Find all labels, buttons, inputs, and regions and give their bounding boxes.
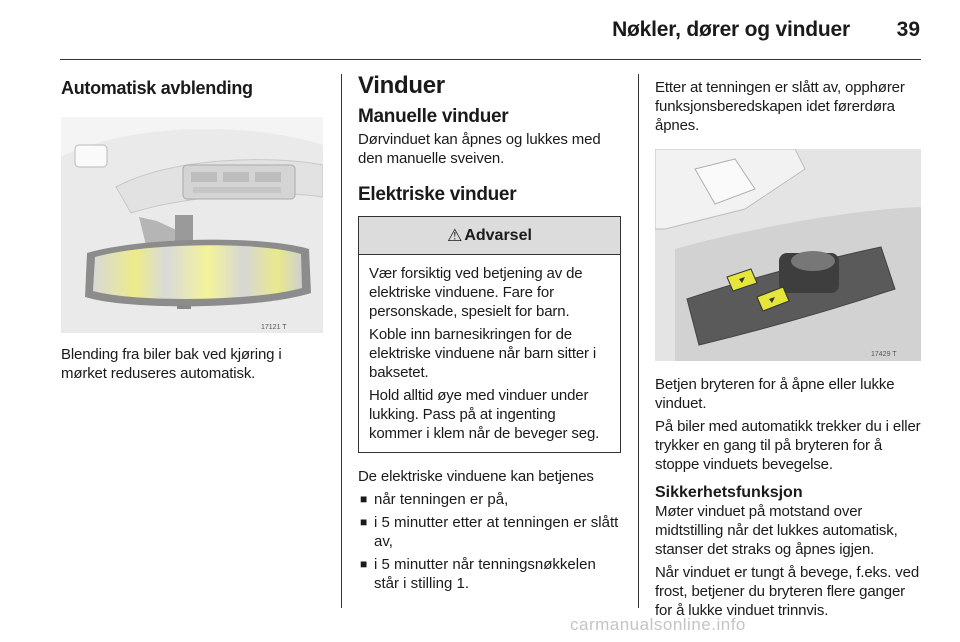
text-operate-switch: Betjen bryteren for å åpne eller lukke vinduet. [655,376,895,412]
caption-auto-dimming: Blending fra biler bak ved kjøring i mørket reduseres automatisk. [61,346,282,382]
bullet-square-icon: ■ [360,557,368,571]
warning-triangle-icon: ⚠ [447,225,463,245]
list-item: ■ i 5 minutter etter at tenningen er slått av, [360,514,619,550]
operating-conditions-list [358,490,621,593]
page-number: 39 [896,18,920,41]
figure-code-mirror: 17121 T [261,324,287,331]
section-heading-auto-dimming: Automatisk avblending [61,78,253,98]
header-rule [60,59,921,60]
column-window-operation [655,70,921,620]
warning-box [358,216,621,453]
text-manual-windows: Dørvinduet kan åpnes og lukkes med den manuelle sveiven. [358,131,601,167]
column-windows [358,70,621,593]
warning-paragraph: Hold alltid øye med vinduer under lukking. Pass på at ingenting kommer i klem når de beveger seg. [369,387,600,442]
subheading-manual-windows: Manuelle vinduer [358,106,509,127]
warning-paragraph: Koble inn barnesikringen for de elektriske vinduene når barn sitter i baksetet. [369,326,597,381]
text-automatic-stop: På biler med automatikk trekker du i eller trykker en gang til på bryteren for å stoppe vinduets bevegelse. [655,418,921,473]
warning-body [359,255,620,452]
text-frost-operation: Når vinduet er tungt å bevege, f.eks. ved frost, betjener du bryteren flere ganger for å lukke vinduet trinnvis. [655,564,920,619]
warning-paragraph: Vær forsiktig ved betjening av de elektriske vinduene. Fare for personskade, spesielt for barn. [369,265,583,320]
list-item: ■ i 5 minutter når tenningsnøkkelen står i stilling 1. [360,556,596,592]
subheading-safety-function: Sikkerhetsfunksjon [655,484,803,501]
section-heading-windows: Vinduer [358,72,445,99]
subheading-electric-windows: Elektriske vinduer [358,184,517,205]
list-item: ■ når tenningen er på, [360,491,509,508]
figure-rearview-mirror [61,117,323,333]
rearview-mirror-illustration [61,117,323,333]
list-intro: De elektriske vinduene kan betjenes [358,468,594,485]
figure-code-switches: 17429 T [871,351,897,358]
column-divider-left [341,74,342,608]
column-auto-dimming [61,70,323,383]
warning-header [359,217,620,255]
figure-window-switches [655,149,921,361]
bullet-square-icon: ■ [360,492,368,506]
text-ignition-off: Etter at tenningen er slått av, opphører funksjonsberedskapen idet førerdøra åpnes. [655,79,905,134]
bullet-square-icon: ■ [360,515,368,529]
watermark: carmanualsonline.info [570,615,746,634]
column-divider-right [638,74,639,608]
window-switch-illustration [655,149,921,361]
page-header-title: Nøkler, dører og vinduer [612,18,850,41]
text-safety-function: Møter vinduet på motstand over midtstilling når det lukkes automatisk, stanser det straks og åpnes igjen. [655,503,898,558]
warning-title: Advarsel [464,226,532,244]
